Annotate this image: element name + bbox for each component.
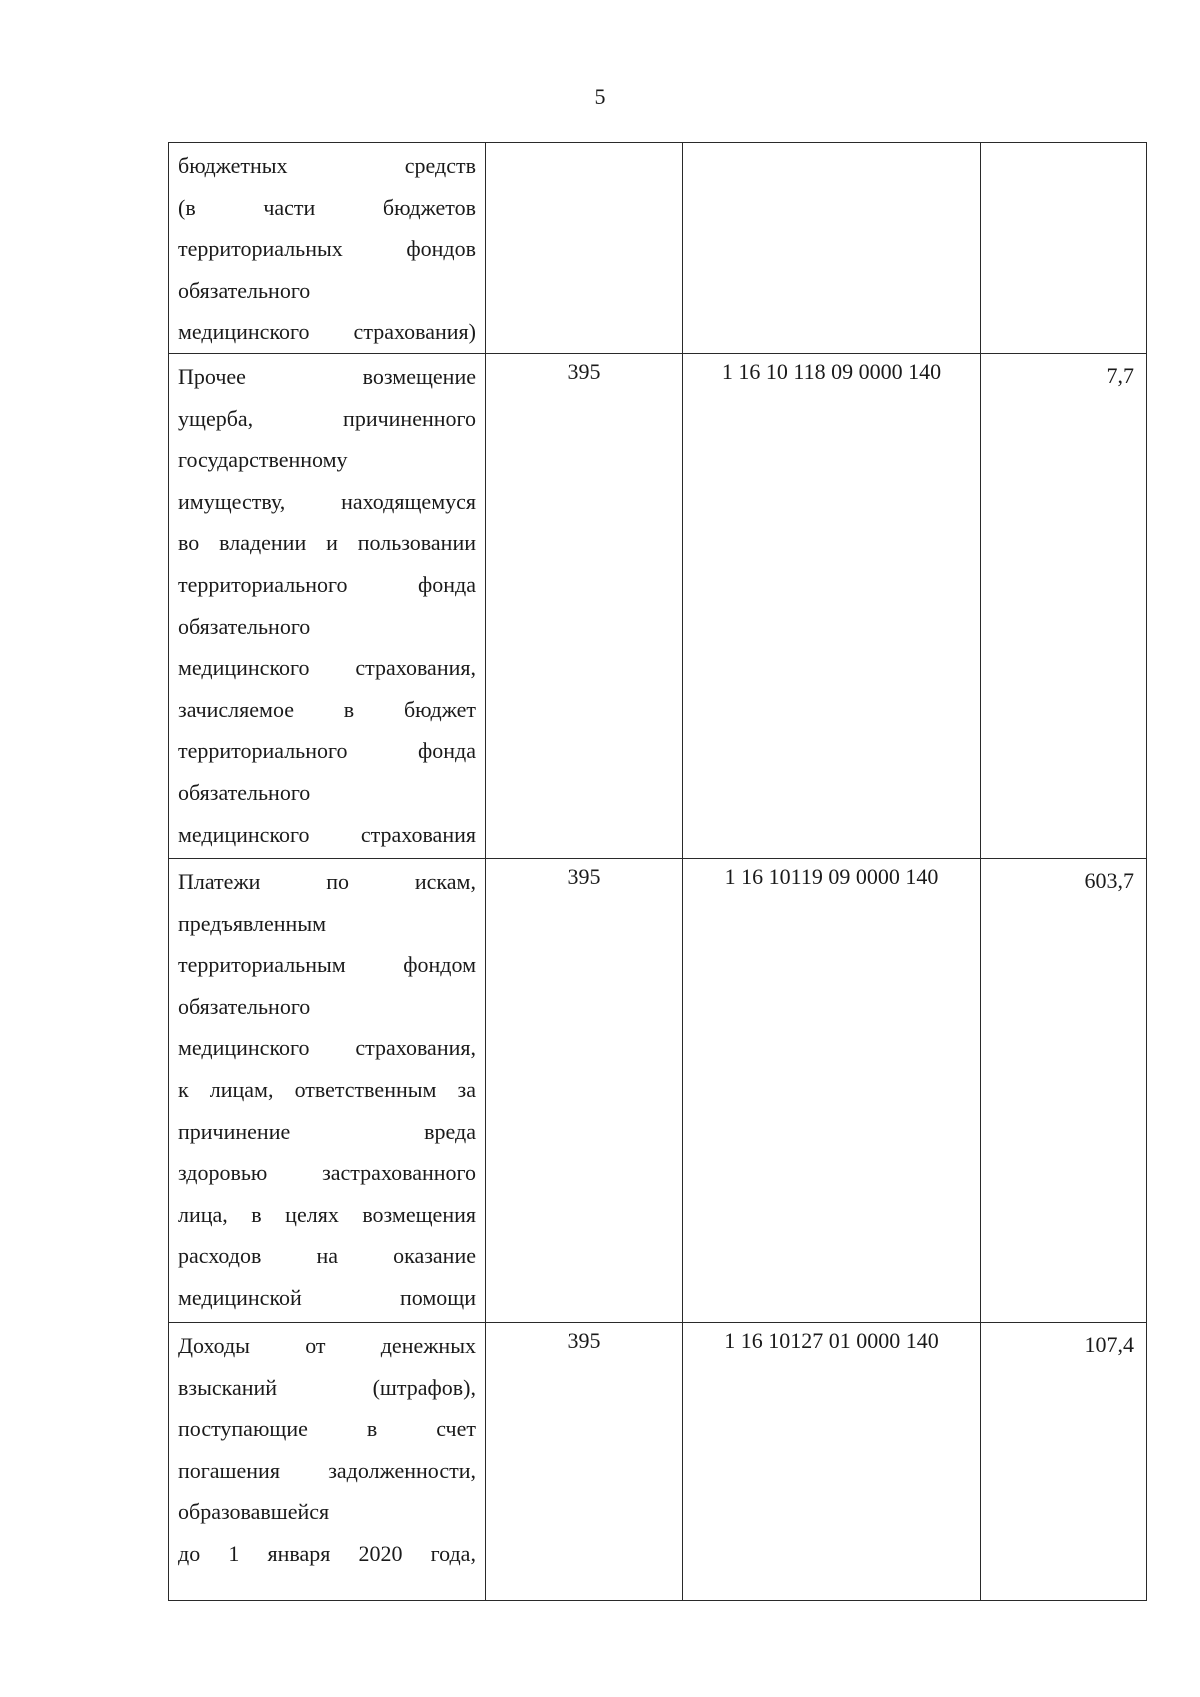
revenue-table [168, 142, 1147, 1601]
description-word: обязательного [178, 779, 311, 805]
description-line [178, 398, 476, 440]
budget-classification-cell [683, 1322, 981, 1600]
description-word: средств [404, 153, 476, 178]
description-word: (штрафов), [372, 1374, 476, 1400]
description-line [178, 606, 476, 648]
description-word: имуществу, [178, 488, 286, 514]
description-word: Платежи [178, 868, 261, 894]
description-word: искам, [414, 868, 476, 894]
description-line [178, 439, 476, 481]
admin-code-cell [486, 1322, 683, 1600]
description-line [178, 1069, 476, 1111]
budget-classification-cell [683, 858, 981, 1322]
description-line [178, 356, 476, 398]
amount-value: 603,7 [1084, 867, 1134, 893]
description-word: фонда [418, 738, 476, 764]
description-word: расходов [178, 1243, 262, 1269]
budget-classification-cell [683, 353, 981, 858]
description-word: причинение [178, 1118, 291, 1144]
description-cell [169, 858, 486, 1322]
budget-classification-code: 1 16 10 118 09 0000 140 [721, 358, 942, 384]
description-word: до [178, 1540, 201, 1566]
description-line [178, 522, 476, 564]
description-word: денежных [380, 1332, 476, 1358]
description-text [169, 354, 485, 855]
admin-code: 395 [567, 1327, 601, 1353]
description-line [178, 903, 476, 945]
budget-classification-code [683, 143, 980, 145]
description-word: застрахованного [322, 1160, 476, 1186]
description-word: территориального [178, 738, 348, 764]
description-word: от [305, 1332, 326, 1358]
description-word: 1 [228, 1540, 240, 1566]
description-line [178, 1235, 476, 1277]
amount-value: 107,4 [1084, 1331, 1134, 1357]
description-word: территориального [178, 571, 348, 597]
description-cell [169, 1322, 486, 1600]
table-row [169, 1322, 1147, 1600]
description-word: медицинского страхования [178, 821, 476, 847]
budget-classification-cell [683, 143, 981, 354]
amount-cell [981, 353, 1147, 858]
description-text [169, 143, 485, 353]
description-word: фондом [403, 952, 476, 978]
description-word: счет [436, 1416, 476, 1442]
description-word: части [263, 194, 316, 220]
description-word: в [343, 696, 355, 722]
description-line [178, 689, 476, 731]
description-word: медицинского страхования, [178, 1035, 476, 1061]
description-word: здоровью [178, 1160, 268, 1186]
description-word: по [326, 868, 350, 894]
description-line [178, 1491, 476, 1533]
description-word: территориальных [178, 236, 343, 262]
description-word: 2020 [358, 1540, 403, 1566]
description-line [178, 1367, 476, 1409]
description-cell [169, 143, 486, 354]
description-word: Доходы [178, 1332, 250, 1358]
description-word: лица, в целях возмещения [178, 1201, 476, 1227]
description-line [178, 944, 476, 986]
table-body [169, 143, 1147, 1601]
description-text [169, 1323, 485, 1575]
amount-value [981, 143, 1146, 149]
description-line [178, 145, 476, 187]
table-row [169, 353, 1147, 858]
description-word: территориальным [178, 952, 346, 978]
description-line [178, 772, 476, 814]
description-text [169, 859, 485, 1319]
description-line [178, 730, 476, 772]
description-word: бюджет [403, 696, 476, 722]
description-word: взысканий [178, 1374, 278, 1400]
description-word: фонда [418, 571, 476, 597]
budget-classification-code: 1 16 10119 09 0000 140 [724, 863, 939, 889]
description-line [178, 1027, 476, 1069]
amount-cell [981, 858, 1147, 1322]
description-line [178, 1194, 476, 1236]
description-word: медицинского страхования) [178, 319, 476, 345]
description-word: вреда [424, 1118, 476, 1144]
description-word: во владении и пользовании [178, 530, 476, 556]
description-word: на [316, 1243, 338, 1269]
description-word: причиненного [343, 405, 476, 431]
description-word: обязательного [178, 277, 311, 303]
description-word: государственному [178, 447, 348, 473]
description-word: января [267, 1540, 331, 1566]
description-word: погашения задолженности, [178, 1457, 476, 1483]
admin-code: 395 [567, 863, 601, 889]
description-cell [169, 353, 486, 858]
admin-code: 395 [567, 358, 601, 384]
amount-cell [981, 143, 1147, 354]
description-line [178, 814, 476, 856]
description-line [178, 270, 476, 312]
description-word: Прочее [178, 363, 246, 389]
description-word: к лицам, ответственным за [178, 1076, 476, 1102]
description-line [178, 1325, 476, 1367]
description-word: находящемуся [341, 488, 476, 514]
description-word: поступающие [178, 1416, 308, 1442]
description-line [178, 228, 476, 270]
description-line [178, 861, 476, 903]
description-word: обязательного [178, 613, 311, 639]
description-word: в [366, 1416, 378, 1442]
description-line [178, 1533, 476, 1575]
description-word: бюджетов [382, 194, 476, 220]
description-line [178, 1111, 476, 1153]
description-word: бюджетных [178, 153, 288, 178]
admin-code [486, 143, 682, 145]
description-line [178, 1277, 476, 1319]
description-word: возмещение [362, 363, 476, 389]
amount-value: 7,7 [1106, 362, 1134, 388]
description-word: фондов [406, 236, 476, 262]
description-word: (в [178, 194, 196, 220]
description-word: зачисляемое [178, 696, 294, 722]
table-row [169, 858, 1147, 1322]
description-line [178, 187, 476, 229]
description-line [178, 564, 476, 606]
page-number: 5 [594, 84, 606, 109]
description-word: медицинской помощи [178, 1284, 476, 1310]
description-line [178, 986, 476, 1028]
description-word: оказание [393, 1243, 476, 1269]
description-word: ущерба, [178, 405, 254, 431]
description-line [178, 481, 476, 523]
amount-cell [981, 1322, 1147, 1600]
budget-classification-code: 1 16 10127 01 0000 140 [724, 1327, 939, 1353]
description-line [178, 311, 476, 353]
description-word: предъявленным [178, 910, 327, 936]
admin-code-cell [486, 143, 683, 354]
description-line [178, 1408, 476, 1450]
description-line [178, 647, 476, 689]
description-word: года, [430, 1540, 476, 1566]
description-line [178, 1450, 476, 1492]
description-line [178, 1152, 476, 1194]
admin-code-cell [486, 353, 683, 858]
description-word: образовавшейся [178, 1499, 330, 1525]
table-row [169, 143, 1147, 354]
description-word: обязательного [178, 993, 311, 1019]
admin-code-cell [486, 858, 683, 1322]
description-word: медицинского страхования, [178, 655, 476, 681]
